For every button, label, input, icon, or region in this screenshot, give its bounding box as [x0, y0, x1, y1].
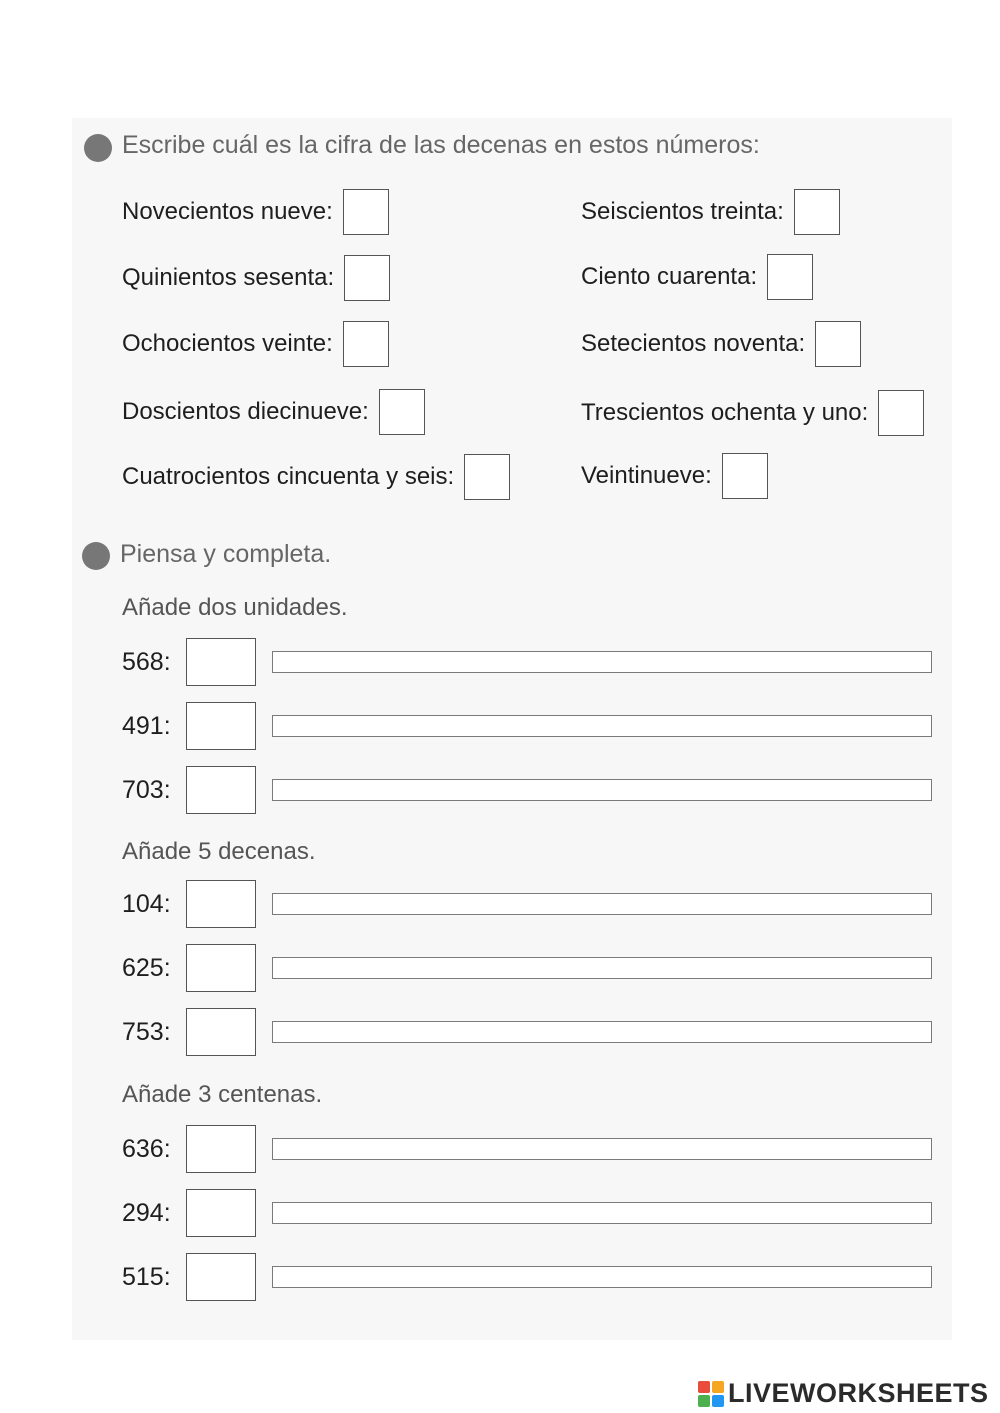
answer-box[interactable] [767, 254, 813, 300]
exercise-item [122, 454, 510, 500]
answer-line[interactable] [272, 957, 932, 979]
answer-box[interactable] [186, 1253, 256, 1301]
answer-box[interactable] [343, 321, 389, 367]
group-title: Añade dos unidades. [122, 594, 348, 621]
logo-square [698, 1381, 710, 1393]
exercise-label: Trescientos ochenta y uno: [581, 399, 869, 426]
number-label: 294: [122, 1198, 171, 1227]
number-label: 703: [122, 775, 171, 804]
answer-box[interactable] [344, 255, 390, 301]
answer-box[interactable] [379, 389, 425, 435]
answer-box[interactable] [186, 638, 256, 686]
exercise-item [581, 453, 768, 499]
exercise-item [581, 189, 840, 235]
exercise-label: Quinientos sesenta: [122, 264, 335, 291]
answer-line[interactable] [272, 893, 932, 915]
exercise-label: Ciento cuarenta: [581, 263, 758, 290]
number-row [122, 766, 932, 814]
exercise-label: Ochocientos veinte: [122, 330, 333, 357]
answer-line[interactable] [272, 1138, 932, 1160]
section2-instruction: Piensa y completa. [120, 540, 332, 568]
logo-square [712, 1395, 724, 1407]
answer-box[interactable] [186, 880, 256, 928]
number-row [122, 880, 932, 928]
number-label: 491: [122, 711, 171, 740]
answer-box[interactable] [186, 766, 256, 814]
exercise-label: Setecientos noventa: [581, 330, 806, 357]
section-bullet [84, 134, 112, 162]
answer-line[interactable] [272, 1021, 932, 1043]
exercise-item [581, 254, 813, 300]
exercise-item [581, 321, 861, 367]
logo-text: LIVEWORKSHEETS [728, 1378, 989, 1408]
exercise-item [122, 255, 390, 301]
logo-square [712, 1381, 724, 1393]
exercise-item [122, 321, 389, 367]
answer-box[interactable] [186, 702, 256, 750]
answer-box[interactable] [878, 390, 924, 436]
exercise-label: Cuatrocientos cincuenta y seis: [122, 463, 455, 490]
number-row [122, 702, 932, 750]
number-label: 515: [122, 1262, 171, 1291]
logo-icon [698, 1381, 724, 1407]
logo-square [698, 1395, 710, 1407]
answer-line[interactable] [272, 1266, 932, 1288]
exercise-label: Veintinueve: [581, 462, 712, 489]
answer-line[interactable] [272, 651, 932, 673]
number-label: 568: [122, 647, 171, 676]
answer-line[interactable] [272, 715, 932, 737]
number-label: 104: [122, 889, 171, 918]
exercise-label: Doscientos diecinueve: [122, 398, 369, 425]
group-title: Añade 5 decenas. [122, 838, 316, 865]
number-label: 625: [122, 953, 171, 982]
number-label: 753: [122, 1017, 171, 1046]
group-title: Añade 3 centenas. [122, 1081, 323, 1108]
number-label: 636: [122, 1134, 171, 1163]
exercise-item [122, 189, 389, 235]
answer-box[interactable] [464, 454, 510, 500]
exercise-item [122, 389, 425, 435]
number-row [122, 1189, 932, 1237]
number-row [122, 1008, 932, 1056]
answer-box[interactable] [186, 1008, 256, 1056]
answer-box[interactable] [722, 453, 768, 499]
answer-box[interactable] [343, 189, 389, 235]
answer-box[interactable] [186, 1125, 256, 1173]
exercise-label: Seiscientos treinta: [581, 198, 784, 225]
answer-box[interactable] [186, 1189, 256, 1237]
exercise-label: Novecientos nueve: [122, 198, 333, 225]
exercise-item [581, 390, 924, 436]
liveworksheets-logo [698, 1378, 989, 1409]
answer-box[interactable] [794, 189, 840, 235]
answer-box[interactable] [815, 321, 861, 367]
answer-box[interactable] [186, 944, 256, 992]
section1-instruction: Escribe cuál es la cifra de las decenas en estos números: [122, 131, 760, 159]
number-row [122, 638, 932, 686]
answer-line[interactable] [272, 1202, 932, 1224]
number-row [122, 1253, 932, 1301]
answer-line[interactable] [272, 779, 932, 801]
section-bullet [82, 542, 110, 570]
number-row [122, 1125, 932, 1173]
number-row [122, 944, 932, 992]
